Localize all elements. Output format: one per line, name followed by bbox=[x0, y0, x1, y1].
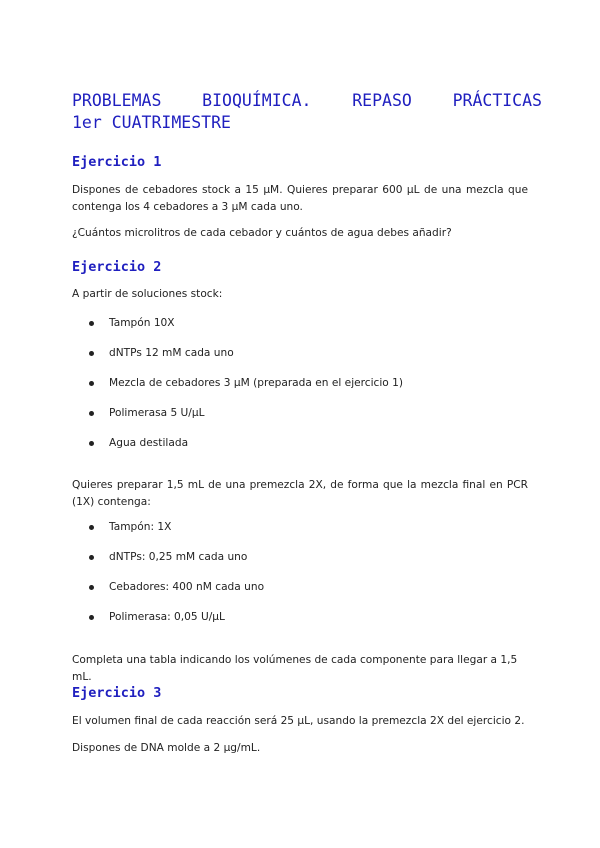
heading-ejercicio-1: Ejercicio 1 bbox=[72, 154, 162, 170]
ej1-paragraph-1: Dispones de cebadores stock a 15 µM. Quieres preparar 600 µL de una mezcla que contenga los 4 cebadores a 3 µM cada uno. bbox=[72, 184, 528, 213]
heading-ejercicio-3: Ejercicio 3 bbox=[72, 685, 162, 701]
list-item-text: dNTPs 12 mM cada uno bbox=[109, 347, 234, 359]
bullet-icon bbox=[89, 441, 94, 446]
bullet-icon bbox=[89, 525, 94, 530]
list-item-text: Polimerasa 5 U/µL bbox=[109, 407, 205, 419]
title-line-1: PROBLEMAS BIOQUÍMICA. REPASO PRÁCTICAS bbox=[72, 91, 542, 110]
list-item-text: dNTPs: 0,25 mM cada uno bbox=[109, 551, 248, 563]
document-title bbox=[72, 90, 542, 134]
bullet-icon bbox=[89, 615, 94, 620]
ej2-paragraph-2: Quieres preparar 1,5 mL de una premezcla 2X, de forma que la mezcla final en PCR (1X) contenga: bbox=[72, 479, 528, 508]
list-item-text: Mezcla de cebadores 3 µM (preparada en el ejercicio 1) bbox=[109, 377, 404, 389]
bullet-icon bbox=[89, 585, 94, 590]
list-item-text: Polimerasa: 0,05 U/µL bbox=[109, 611, 225, 623]
bullet-icon bbox=[89, 411, 94, 416]
ej1-paragraph-2: ¿Cuántos microlitros de cada cebador y cuántos de agua debes añadir? bbox=[72, 227, 452, 239]
list-item-text: Tampón 10X bbox=[109, 317, 175, 329]
title-line-2: 1er CUATRIMESTRE bbox=[72, 113, 231, 132]
list-item-text: Agua destilada bbox=[109, 437, 189, 449]
bullet-icon bbox=[89, 321, 94, 326]
ej3-paragraph-2: Dispones de DNA molde a 2 µg/mL. bbox=[72, 742, 261, 754]
list-item-text: Cebadores: 400 nM cada uno bbox=[109, 581, 265, 593]
heading-ejercicio-2: Ejercicio 2 bbox=[72, 259, 162, 275]
ej2-paragraph-3: Completa una tabla indicando los volúmenes de cada componente para llegar a 1,5 mL. bbox=[72, 654, 518, 683]
bullet-icon bbox=[89, 381, 94, 386]
ej3-paragraph-1: El volumen final de cada reacción será 25 µL, usando la premezcla 2X del ejercicio 2. bbox=[72, 715, 525, 727]
ej2-intro: A partir de soluciones stock: bbox=[72, 288, 223, 300]
bullet-icon bbox=[89, 555, 94, 560]
list-item-text: Tampón: 1X bbox=[109, 521, 172, 533]
bullet-icon bbox=[89, 351, 94, 356]
